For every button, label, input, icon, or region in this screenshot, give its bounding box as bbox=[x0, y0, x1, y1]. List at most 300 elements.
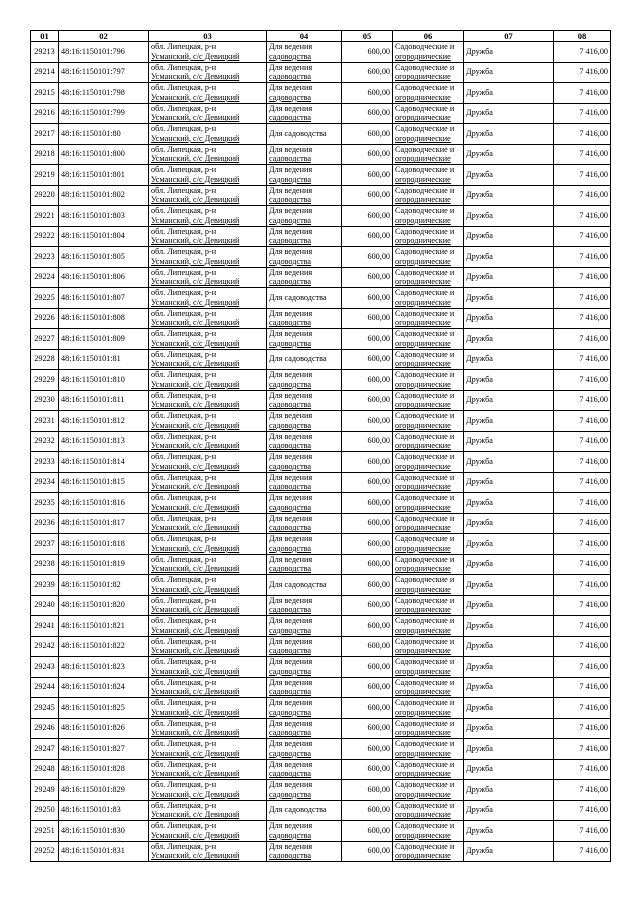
land-use-line-2: садоводства bbox=[269, 256, 312, 266]
category-line-1: Садоводческие и bbox=[395, 83, 455, 93]
cadastral-value: 7 416,00 bbox=[554, 677, 611, 698]
land-use-cell bbox=[267, 636, 342, 657]
association-name: Дружба bbox=[464, 636, 554, 657]
category-cell bbox=[393, 370, 464, 391]
category-cell bbox=[393, 554, 464, 575]
cadastral-value: 7 416,00 bbox=[554, 616, 611, 637]
cadastral-number: 48:16:1150101:813 bbox=[59, 431, 149, 452]
category-line-2: огороднические bbox=[395, 420, 451, 430]
category-cell bbox=[393, 657, 464, 678]
category-line-1: Садоводческие и bbox=[395, 267, 455, 277]
land-use-line-1: Для ведения bbox=[269, 390, 313, 400]
category-cell bbox=[393, 493, 464, 514]
cadastral-value: 7 416,00 bbox=[554, 62, 611, 83]
land-use-line-1: Для ведения bbox=[269, 267, 313, 277]
association-name: Дружба bbox=[464, 800, 554, 821]
table-row bbox=[31, 575, 611, 596]
address-cell bbox=[149, 513, 267, 534]
land-use-line-1: Для ведения bbox=[269, 206, 313, 216]
column-header: 07 bbox=[464, 31, 554, 42]
row-number: 29224 bbox=[31, 267, 59, 288]
cadastral-number: 48:16:1150101:797 bbox=[59, 62, 149, 83]
category-line-2: огороднические bbox=[395, 625, 451, 635]
address-line-2: Усманский, с/с Девицкий bbox=[151, 605, 240, 615]
category-line-2: огороднические bbox=[395, 728, 451, 738]
table-row bbox=[31, 554, 611, 575]
category-line-2: огороднические bbox=[395, 461, 451, 471]
land-use-line-2: садоводства bbox=[269, 92, 312, 102]
category-line-2: огороднические bbox=[395, 523, 451, 533]
address-line-1: обл. Липецкая, р-н bbox=[151, 472, 217, 482]
table-row bbox=[31, 698, 611, 719]
category-line-1: Садоводческие и bbox=[395, 821, 455, 831]
address-cell bbox=[149, 247, 267, 268]
table-row bbox=[31, 288, 611, 309]
cadastral-number: 48:16:1150101:828 bbox=[59, 759, 149, 780]
category-line-1: Садоводческие и bbox=[395, 226, 455, 236]
category-line-2: огороднические bbox=[395, 359, 451, 369]
association-name: Дружба bbox=[464, 62, 554, 83]
association-name: Дружба bbox=[464, 165, 554, 186]
land-use-cell bbox=[267, 554, 342, 575]
land-use-line-1: Для ведения bbox=[269, 42, 313, 52]
address-line-1: обл. Липецкая, р-н bbox=[151, 431, 217, 441]
land-use-cell bbox=[267, 103, 342, 124]
association-name: Дружба bbox=[464, 329, 554, 350]
address-line-1: обл. Липецкая, р-н bbox=[151, 288, 217, 298]
land-use-cell: Для садоводства bbox=[267, 575, 342, 596]
address-line-1: обл. Липецкая, р-н bbox=[151, 185, 217, 195]
land-use-cell bbox=[267, 62, 342, 83]
association-name: Дружба bbox=[464, 83, 554, 104]
address-line-1: обл. Липецкая, р-н bbox=[151, 144, 217, 154]
area-cell: 600,00 bbox=[342, 62, 393, 83]
category-line-1: Садоводческие и bbox=[395, 698, 455, 708]
area-cell: 600,00 bbox=[342, 288, 393, 309]
land-use-line-2: садоводства bbox=[269, 625, 312, 635]
land-use-cell bbox=[267, 739, 342, 760]
land-use-cell bbox=[267, 267, 342, 288]
category-line-2: огороднические bbox=[395, 748, 451, 758]
row-number: 29247 bbox=[31, 739, 59, 760]
column-header: 04 bbox=[267, 31, 342, 42]
cadastral-number: 48:16:1150101:81 bbox=[59, 349, 149, 370]
category-cell bbox=[393, 821, 464, 842]
address-line-1: обл. Липецкая, р-н bbox=[151, 554, 217, 564]
row-number: 29219 bbox=[31, 165, 59, 186]
land-use-line-2: садоводства bbox=[269, 789, 312, 799]
category-line-2: огороднические bbox=[395, 830, 451, 840]
category-line-2: огороднические bbox=[395, 297, 451, 307]
table-row bbox=[31, 595, 611, 616]
address-cell bbox=[149, 554, 267, 575]
category-line-2: огороднические bbox=[395, 646, 451, 656]
address-line-1: обл. Липецкая, р-н bbox=[151, 452, 217, 462]
category-cell bbox=[393, 739, 464, 760]
association-name: Дружба bbox=[464, 226, 554, 247]
category-cell bbox=[393, 534, 464, 555]
land-use-cell bbox=[267, 821, 342, 842]
area-cell: 600,00 bbox=[342, 390, 393, 411]
land-use-cell bbox=[267, 718, 342, 739]
address-cell bbox=[149, 800, 267, 821]
category-line-1: Садоводческие и bbox=[395, 616, 455, 626]
land-use-line-2: садоводства bbox=[269, 666, 312, 676]
category-line-2: огороднические bbox=[395, 133, 451, 143]
category-cell bbox=[393, 144, 464, 165]
row-number: 29249 bbox=[31, 780, 59, 801]
category-line-1: Садоводческие и bbox=[395, 349, 455, 359]
category-cell bbox=[393, 329, 464, 350]
row-number: 29220 bbox=[31, 185, 59, 206]
association-name: Дружба bbox=[464, 841, 554, 862]
address-cell bbox=[149, 226, 267, 247]
cadastral-number: 48:16:1150101:806 bbox=[59, 267, 149, 288]
cadastral-value: 7 416,00 bbox=[554, 308, 611, 329]
area-cell: 600,00 bbox=[342, 677, 393, 698]
category-line-2: огороднические bbox=[395, 72, 451, 82]
table-body bbox=[31, 42, 611, 862]
cadastral-value: 7 416,00 bbox=[554, 185, 611, 206]
land-use-line-2: садоводства bbox=[269, 482, 312, 492]
category-cell bbox=[393, 349, 464, 370]
land-use-line-1: Для ведения bbox=[269, 472, 313, 482]
address-cell bbox=[149, 821, 267, 842]
land-use-cell bbox=[267, 452, 342, 473]
row-number: 29248 bbox=[31, 759, 59, 780]
land-use-line-2: садоводства bbox=[269, 318, 312, 328]
association-name: Дружба bbox=[464, 759, 554, 780]
table-row bbox=[31, 165, 611, 186]
address-cell bbox=[149, 493, 267, 514]
table-row bbox=[31, 821, 611, 842]
table-row bbox=[31, 103, 611, 124]
address-cell bbox=[149, 575, 267, 596]
address-line-2: Усманский, с/с Девицкий bbox=[151, 92, 240, 102]
category-line-2: огороднические bbox=[395, 605, 451, 615]
cadastral-value: 7 416,00 bbox=[554, 554, 611, 575]
land-use-line-2: садоводства bbox=[269, 277, 312, 287]
category-line-1: Садоводческие и bbox=[395, 308, 455, 318]
land-use-cell bbox=[267, 616, 342, 637]
table-row bbox=[31, 718, 611, 739]
land-use-line-2: садоводства bbox=[269, 72, 312, 82]
cadastral-number: 48:16:1150101:796 bbox=[59, 42, 149, 63]
area-cell: 600,00 bbox=[342, 349, 393, 370]
land-use-line-2: садоводства bbox=[269, 174, 312, 184]
column-header: 08 bbox=[554, 31, 611, 42]
table-row bbox=[31, 657, 611, 678]
address-line-1: обл. Липецкая, р-н bbox=[151, 349, 217, 359]
category-line-1: Садоводческие и bbox=[395, 103, 455, 113]
category-cell bbox=[393, 595, 464, 616]
category-line-1: Садоводческие и bbox=[395, 42, 455, 52]
category-cell bbox=[393, 800, 464, 821]
land-use-line-2: садоводства bbox=[269, 379, 312, 389]
row-number: 29236 bbox=[31, 513, 59, 534]
category-line-1: Садоводческие и bbox=[395, 657, 455, 667]
address-cell bbox=[149, 595, 267, 616]
cadastral-number: 48:16:1150101:808 bbox=[59, 308, 149, 329]
area-cell: 600,00 bbox=[342, 83, 393, 104]
category-cell bbox=[393, 575, 464, 596]
land-use-line-1: Для ведения bbox=[269, 83, 313, 93]
row-number: 29229 bbox=[31, 370, 59, 391]
land-use-line-1: Для ведения bbox=[269, 595, 313, 605]
address-cell bbox=[149, 411, 267, 432]
land-use-line-1: Для ведения bbox=[269, 247, 313, 257]
association-name: Дружба bbox=[464, 124, 554, 145]
category-line-2: огороднические bbox=[395, 379, 451, 389]
address-cell bbox=[149, 841, 267, 862]
cadastral-value: 7 416,00 bbox=[554, 575, 611, 596]
address-line-2: Усманский, с/с Девицкий bbox=[151, 72, 240, 82]
land-use-cell bbox=[267, 595, 342, 616]
address-line-1: обл. Липецкая, р-н bbox=[151, 616, 217, 626]
table-row bbox=[31, 226, 611, 247]
association-name: Дружба bbox=[464, 247, 554, 268]
area-cell: 600,00 bbox=[342, 780, 393, 801]
row-number: 29214 bbox=[31, 62, 59, 83]
category-line-1: Садоводческие и bbox=[395, 206, 455, 216]
category-line-1: Садоводческие и bbox=[395, 144, 455, 154]
cadastral-number: 48:16:1150101:827 bbox=[59, 739, 149, 760]
row-number: 29218 bbox=[31, 144, 59, 165]
category-cell bbox=[393, 616, 464, 637]
category-cell bbox=[393, 513, 464, 534]
category-line-1: Садоводческие и bbox=[395, 718, 455, 728]
cadastral-value: 7 416,00 bbox=[554, 226, 611, 247]
category-line-2: огороднические bbox=[395, 482, 451, 492]
row-number: 29239 bbox=[31, 575, 59, 596]
row-number: 29225 bbox=[31, 288, 59, 309]
land-use-line-1: Для ведения bbox=[269, 677, 313, 687]
cadastral-number: 48:16:1150101:814 bbox=[59, 452, 149, 473]
land-use-cell bbox=[267, 431, 342, 452]
address-cell bbox=[149, 308, 267, 329]
land-use-line-1: Для ведения bbox=[269, 308, 313, 318]
category-line-2: огороднические bbox=[395, 769, 451, 779]
land-use-cell bbox=[267, 329, 342, 350]
association-name: Дружба bbox=[464, 308, 554, 329]
land-use-cell bbox=[267, 841, 342, 862]
address-line-1: обл. Липецкая, р-н bbox=[151, 124, 217, 134]
cadastral-number: 48:16:1150101:810 bbox=[59, 370, 149, 391]
cadastral-number: 48:16:1150101:821 bbox=[59, 616, 149, 637]
cadastral-value: 7 416,00 bbox=[554, 534, 611, 555]
category-cell bbox=[393, 411, 464, 432]
address-line-2: Усманский, с/с Девицкий bbox=[151, 400, 240, 410]
category-cell bbox=[393, 206, 464, 227]
land-use-line-2: садоводства bbox=[269, 400, 312, 410]
cadastral-value: 7 416,00 bbox=[554, 83, 611, 104]
association-name: Дружба bbox=[464, 739, 554, 760]
table-row bbox=[31, 62, 611, 83]
land-use-cell: Для садоводства bbox=[267, 349, 342, 370]
address-cell bbox=[149, 698, 267, 719]
land-use-cell bbox=[267, 370, 342, 391]
address-cell bbox=[149, 206, 267, 227]
land-use-cell bbox=[267, 226, 342, 247]
land-use-cell bbox=[267, 185, 342, 206]
category-cell bbox=[393, 308, 464, 329]
category-cell bbox=[393, 698, 464, 719]
category-line-2: огороднические bbox=[395, 51, 451, 61]
land-use-cell bbox=[267, 698, 342, 719]
association-name: Дружба bbox=[464, 370, 554, 391]
address-cell bbox=[149, 780, 267, 801]
cadastral-number: 48:16:1150101:80 bbox=[59, 124, 149, 145]
land-use-cell bbox=[267, 165, 342, 186]
category-line-1: Садоводческие и bbox=[395, 124, 455, 134]
land-use-line-2: садоводства bbox=[269, 113, 312, 123]
address-line-1: обл. Липецкая, р-н bbox=[151, 226, 217, 236]
address-line-1: обл. Липецкая, р-н bbox=[151, 329, 217, 339]
association-name: Дружба bbox=[464, 493, 554, 514]
land-use-cell: Для садоводства bbox=[267, 288, 342, 309]
table-row bbox=[31, 452, 611, 473]
category-cell bbox=[393, 452, 464, 473]
cadastral-number: 48:16:1150101:799 bbox=[59, 103, 149, 124]
cadastral-value: 7 416,00 bbox=[554, 595, 611, 616]
association-name: Дружба bbox=[464, 616, 554, 637]
table-row bbox=[31, 677, 611, 698]
land-use-cell bbox=[267, 759, 342, 780]
category-line-1: Садоводческие и bbox=[395, 800, 455, 810]
cadastral-value: 7 416,00 bbox=[554, 103, 611, 124]
category-cell bbox=[393, 472, 464, 493]
address-cell bbox=[149, 288, 267, 309]
table-row bbox=[31, 636, 611, 657]
association-name: Дружба bbox=[464, 267, 554, 288]
area-cell: 600,00 bbox=[342, 165, 393, 186]
area-cell: 600,00 bbox=[342, 657, 393, 678]
address-cell bbox=[149, 431, 267, 452]
cadastral-number: 48:16:1150101:83 bbox=[59, 800, 149, 821]
row-number: 29234 bbox=[31, 472, 59, 493]
area-cell: 600,00 bbox=[342, 698, 393, 719]
category-line-2: огороднические bbox=[395, 502, 451, 512]
category-line-1: Садоводческие и bbox=[395, 513, 455, 523]
category-line-1: Садоводческие и bbox=[395, 677, 455, 687]
category-line-1: Садоводческие и bbox=[395, 739, 455, 749]
land-use-cell bbox=[267, 390, 342, 411]
area-cell: 600,00 bbox=[342, 267, 393, 288]
address-line-2: Усманский, с/с Девицкий bbox=[151, 461, 240, 471]
cadastral-value: 7 416,00 bbox=[554, 759, 611, 780]
category-line-1: Садоводческие и bbox=[395, 472, 455, 482]
association-name: Дружба bbox=[464, 718, 554, 739]
land-use-line-2: садоводства bbox=[269, 154, 312, 164]
area-cell: 600,00 bbox=[342, 759, 393, 780]
association-name: Дружба bbox=[464, 698, 554, 719]
cadastral-number: 48:16:1150101:817 bbox=[59, 513, 149, 534]
cadastral-number: 48:16:1150101:818 bbox=[59, 534, 149, 555]
address-line-1: обл. Липецкая, р-н bbox=[151, 759, 217, 769]
address-line-2: Усманский, с/с Девицкий bbox=[151, 810, 240, 820]
association-name: Дружба bbox=[464, 513, 554, 534]
land-use-cell bbox=[267, 144, 342, 165]
category-line-2: огороднические bbox=[395, 789, 451, 799]
land-use-cell bbox=[267, 206, 342, 227]
address-cell bbox=[149, 62, 267, 83]
cadastral-number: 48:16:1150101:801 bbox=[59, 165, 149, 186]
row-number: 29232 bbox=[31, 431, 59, 452]
category-cell bbox=[393, 267, 464, 288]
land-use-line-2: садоводства bbox=[269, 646, 312, 656]
table-row bbox=[31, 329, 611, 350]
association-name: Дружба bbox=[464, 103, 554, 124]
cadastral-number: 48:16:1150101:830 bbox=[59, 821, 149, 842]
table-row bbox=[31, 267, 611, 288]
category-line-1: Садоводческие и bbox=[395, 411, 455, 421]
area-cell: 600,00 bbox=[342, 329, 393, 350]
address-line-2: Усманский, с/с Девицкий bbox=[151, 851, 240, 861]
table-row bbox=[31, 472, 611, 493]
land-use-line-2: садоводства bbox=[269, 605, 312, 615]
area-cell: 600,00 bbox=[342, 42, 393, 63]
category-line-2: огороднические bbox=[395, 338, 451, 348]
address-cell bbox=[149, 144, 267, 165]
address-cell bbox=[149, 534, 267, 555]
address-line-1: обл. Липецкая, р-н bbox=[151, 534, 217, 544]
cadastral-value: 7 416,00 bbox=[554, 513, 611, 534]
cadastral-value: 7 416,00 bbox=[554, 124, 611, 145]
address-line-1: обл. Липецкая, р-н bbox=[151, 595, 217, 605]
cadastral-value: 7 416,00 bbox=[554, 739, 611, 760]
row-number: 29222 bbox=[31, 226, 59, 247]
category-line-2: огороднические bbox=[395, 92, 451, 102]
land-use-line-2: садоводства bbox=[269, 215, 312, 225]
table-row bbox=[31, 759, 611, 780]
land-use-line-1: Для ведения bbox=[269, 513, 313, 523]
area-cell: 600,00 bbox=[342, 226, 393, 247]
cadastral-number: 48:16:1150101:804 bbox=[59, 226, 149, 247]
cadastral-number: 48:16:1150101:826 bbox=[59, 718, 149, 739]
association-name: Дружба bbox=[464, 595, 554, 616]
address-line-2: Усманский, с/с Девицкий bbox=[151, 359, 240, 369]
category-cell bbox=[393, 636, 464, 657]
cadastral-number: 48:16:1150101:822 bbox=[59, 636, 149, 657]
table-row bbox=[31, 616, 611, 637]
address-cell bbox=[149, 103, 267, 124]
cadastral-value: 7 416,00 bbox=[554, 698, 611, 719]
land-use-cell bbox=[267, 493, 342, 514]
row-number: 29227 bbox=[31, 329, 59, 350]
table-row bbox=[31, 247, 611, 268]
category-line-2: огороднические bbox=[395, 277, 451, 287]
row-number: 29241 bbox=[31, 616, 59, 637]
association-name: Дружба bbox=[464, 349, 554, 370]
category-line-2: огороднические bbox=[395, 113, 451, 123]
address-cell bbox=[149, 83, 267, 104]
category-line-2: огороднические bbox=[395, 851, 451, 861]
category-cell bbox=[393, 124, 464, 145]
address-cell bbox=[149, 657, 267, 678]
cadastral-value: 7 416,00 bbox=[554, 800, 611, 821]
address-line-2: Усманский, с/с Девицкий bbox=[151, 646, 240, 656]
association-name: Дружба bbox=[464, 780, 554, 801]
address-line-2: Усманский, с/с Девицкий bbox=[151, 666, 240, 676]
address-line-2: Усманский, с/с Девицкий bbox=[151, 215, 240, 225]
land-use-line-2: садоводства bbox=[269, 461, 312, 471]
category-line-1: Садоводческие и bbox=[395, 62, 455, 72]
area-cell: 600,00 bbox=[342, 472, 393, 493]
land-use-line-2: садоводства bbox=[269, 564, 312, 574]
table-row bbox=[31, 411, 611, 432]
row-number: 29228 bbox=[31, 349, 59, 370]
address-cell bbox=[149, 718, 267, 739]
